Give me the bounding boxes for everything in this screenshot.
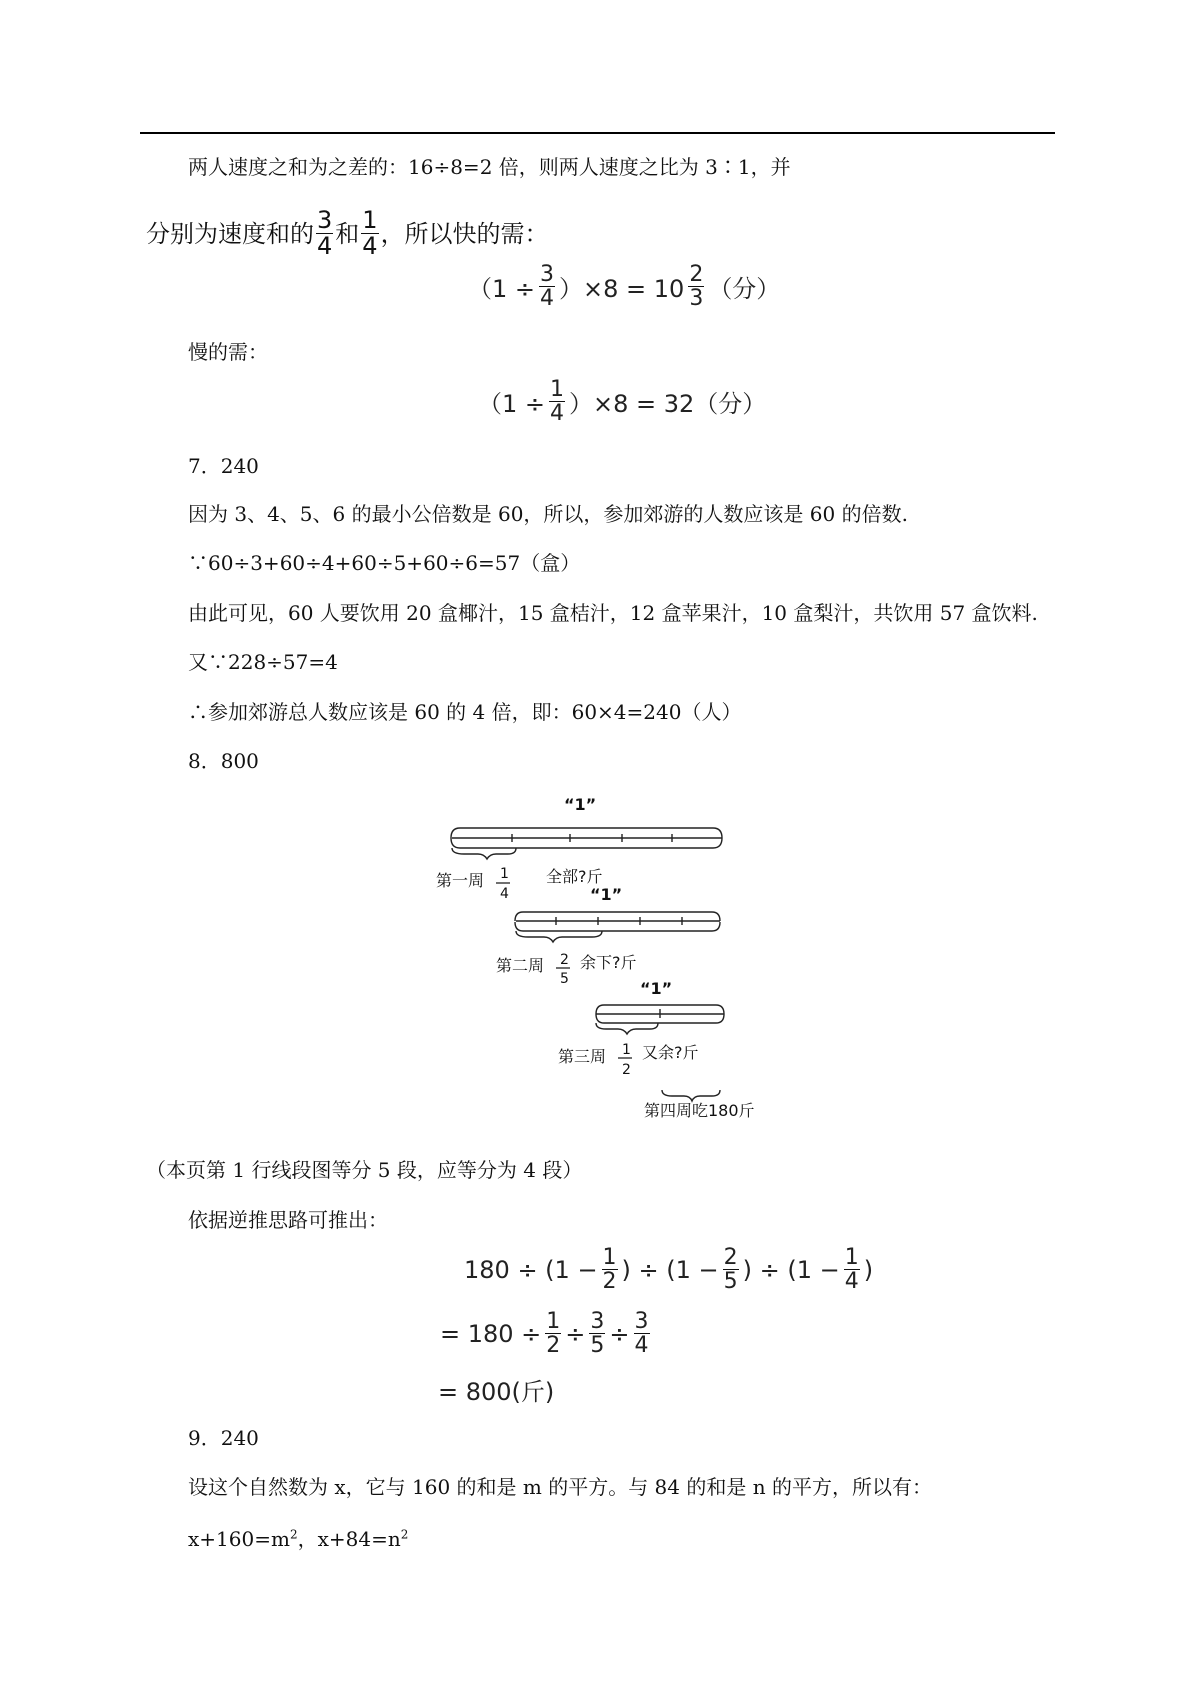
week4-label: 第四周吃180斤 bbox=[644, 1101, 755, 1120]
week1-label: 第一周 bbox=[436, 871, 485, 890]
paragraph-speed-ratio: 两人速度之和为之差的：16÷8=2 倍，则两人速度之比为 3∶1，并 bbox=[188, 155, 791, 179]
week2-label: 第二周 bbox=[496, 956, 545, 975]
text-c: ，所以快的需： bbox=[380, 219, 549, 248]
q8-reasoning: 依据逆推思路可推出： bbox=[188, 1208, 388, 1232]
question-7-answer: 7．240 bbox=[188, 454, 259, 478]
paragraph-speed-share bbox=[146, 208, 549, 259]
question-9-answer: 9．240 bbox=[188, 1426, 259, 1450]
paragraph-slow: 慢的需： bbox=[188, 340, 268, 364]
q7-line-4: 又∵228÷57=4 bbox=[188, 650, 338, 674]
q9-line-1: 设这个自然数为 x，它与 160 的和是 m 的平方。与 84 的和是 n 的平方，所以有： bbox=[188, 1475, 932, 1499]
row1-left-cap bbox=[451, 828, 460, 838]
fraction-3-4: $\frac{3}{4}$ bbox=[317, 206, 333, 261]
week3-label: 第三周 bbox=[558, 1047, 607, 1066]
week2-frac-den: 5 bbox=[560, 971, 569, 987]
fraction: $\frac{1}{4}$ bbox=[550, 377, 565, 427]
calc-step-2: = 180 ÷ $\frac{1}{2}$ ÷ $\frac{3}{5}$ ÷ $\frac{3}{4}$ bbox=[440, 1309, 649, 1359]
row1-right-cap bbox=[713, 828, 722, 838]
mixed-fraction: $\frac{2}{3}$ bbox=[689, 262, 704, 312]
correction-note: （本页第 1 行线段图等分 5 段，应等分为 4 段） bbox=[146, 1158, 583, 1182]
row1-brace bbox=[452, 848, 516, 859]
calc-step-3: = 800(斤) bbox=[438, 1378, 555, 1406]
week1-frac-den: 4 bbox=[500, 886, 509, 902]
q7-line-2: ∵60÷3+60÷4+60÷5+60÷6=57（盒） bbox=[188, 551, 581, 575]
fraction-1-4: $\frac{1}{4}$ bbox=[362, 206, 378, 261]
unit-one-label-2: “1” bbox=[590, 885, 623, 904]
q7-line-3: 由此可见，60 人要饮用 20 盒椰汁，15 盒桔汁，12 盒苹果汁，10 盒梨汁，共饮用 57 盒饮料. bbox=[188, 601, 1038, 625]
unit-one-label-3: “1” bbox=[640, 979, 673, 998]
row4-brace bbox=[662, 1090, 720, 1101]
total-label: 全部?斤 bbox=[546, 867, 603, 886]
text-b: 和 bbox=[335, 219, 360, 248]
question-8-answer: 8．800 bbox=[188, 749, 259, 773]
rest-again-label: 又余?斤 bbox=[642, 1043, 699, 1062]
equation-fast: （1 ÷ $\frac{3}{4}$ ）×8 = 10 $\frac{2}{3}$ （分） bbox=[468, 262, 781, 312]
week3-frac-den: 2 bbox=[622, 1062, 631, 1078]
week3-frac-num: 1 bbox=[622, 1042, 631, 1058]
week2-frac-num: 2 bbox=[560, 952, 569, 968]
week1-frac-num: 1 bbox=[500, 866, 509, 882]
q7-line-1: 因为 3、4、5、6 的最小公倍数是 60，所以，参加郊游的人数应该是 60 的倍数. bbox=[188, 502, 908, 526]
equation-slow: （1 ÷ $\frac{1}{4}$ ）×8 = 32（分） bbox=[478, 377, 767, 427]
header-rule bbox=[140, 132, 1055, 134]
q9-line-2: $x+160=m^2$，$x+84=n^2$ bbox=[188, 1527, 409, 1551]
fraction: $\frac{3}{4}$ bbox=[540, 262, 555, 312]
row2-brace bbox=[516, 931, 602, 942]
segment-diagram bbox=[430, 790, 755, 1120]
row3-brace bbox=[596, 1023, 658, 1034]
text-a: 分别为速度和的 bbox=[146, 219, 314, 248]
unit-one-label-1: “1” bbox=[564, 795, 597, 814]
remaining-label: 余下?斤 bbox=[580, 953, 637, 972]
q7-line-5: ∴参加郊游总人数应该是 60 的 4 倍，即：60×4=240（人） bbox=[188, 700, 742, 724]
calc-step-1: 180 ÷ (1 − $\frac{1}{2}$ ) ÷ (1 − $\frac{2}{5}$ ) ÷ (1 − $\frac{1}{4}$ ) bbox=[464, 1245, 874, 1295]
